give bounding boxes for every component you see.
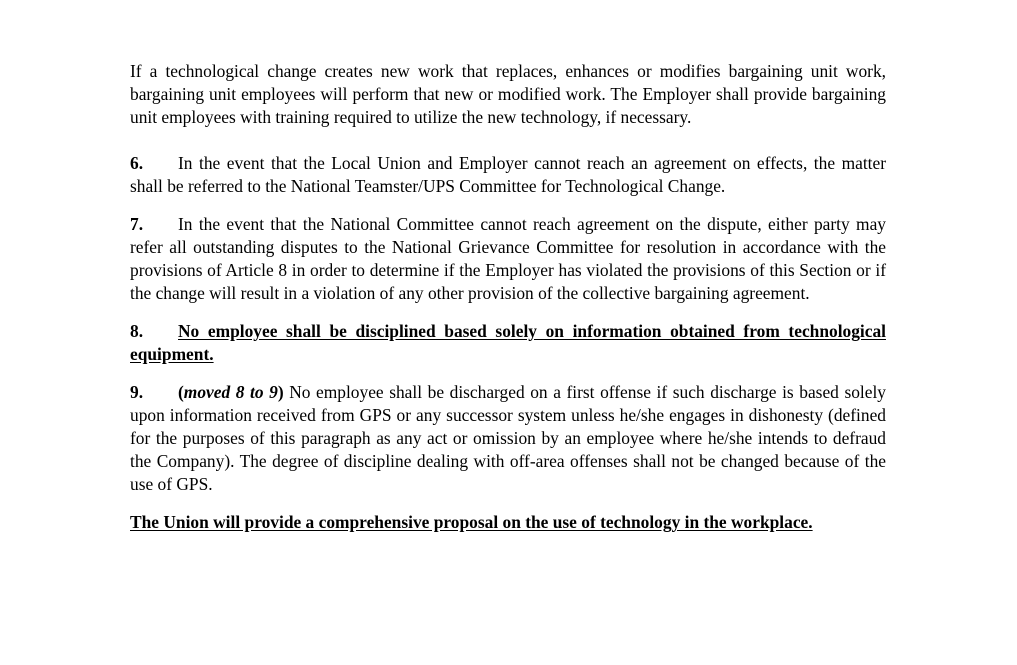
- paragraph-9: [130, 381, 886, 496]
- document-page: [130, 60, 886, 534]
- paragraph-union-proposal: [130, 511, 886, 534]
- paragraph-text: No employee shall be disciplined based solely on information obtained from technological equipment.: [130, 321, 886, 364]
- paragraph-number: 9.: [130, 382, 144, 402]
- paragraph-8: [130, 320, 886, 366]
- paragraph-text: In the event that the Local Union and Employer cannot reach an agreement on effects, the matter shall be referred to the National Teamster/UPS Committee for Technological Change.: [130, 153, 886, 196]
- paragraph-text: In the event that the National Committee cannot reach agreement on the dispute, either party may refer all outstanding disputes to the National Grievance Committee for resolution in accordance with the provisions of Article 8 in order to determine if the Employer has violated the provisions of this Section or if the change will result in a violation of any other provision of the collective bargaining agreement.: [130, 214, 886, 303]
- paragraph-text: If a technological change creates new work that replaces, enhances or modifies bargaining unit work, bargaining unit employees will perform that new or modified work. The Employer shall provide bargaining unit employees with training required to utilize the new technology, if necessary.: [130, 61, 886, 127]
- paragraph-technological-change-work: [130, 60, 886, 129]
- paragraph-7: [130, 213, 886, 305]
- paragraph-text: The Union will provide a comprehensive proposal on the use of technology in the workplace.: [130, 512, 813, 532]
- paragraph-text: No employee shall be discharged on a first offense if such discharge is based solely upon information received from GPS or any successor system unless he/she engages in dishonesty (defined for the purposes of this paragraph as any act or omission by an employee where he/she intends to defraud the Company). The degree of discipline dealing with off-area offenses shall not be changed because of the use of GPS.: [130, 382, 886, 494]
- moved-note: moved 8 to 9: [183, 382, 278, 402]
- paragraph-number: 8.: [130, 321, 144, 341]
- paragraph-6: [130, 152, 886, 198]
- moved-note-close-paren: ): [277, 382, 284, 402]
- paragraph-number: 7.: [130, 214, 144, 234]
- moved-note-open-paren: (: [178, 382, 184, 402]
- paragraph-number: 6.: [130, 153, 144, 173]
